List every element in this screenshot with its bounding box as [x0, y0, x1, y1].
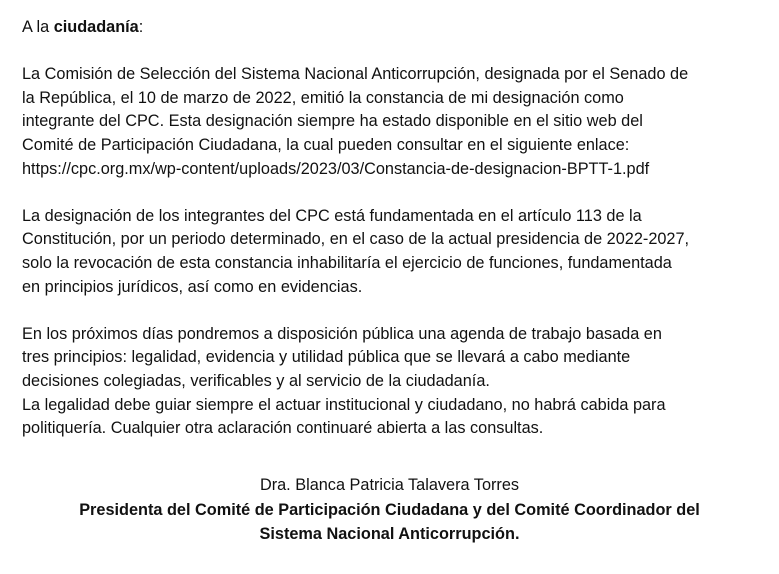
- signatory-name: Dra. Blanca Patricia Talavera Torres: [259, 476, 520, 494]
- paragraph-legal-basis: [22, 205, 770, 299]
- paragraph-line: La Comisión de Selección del Sistema Nacional Anticorrupción, designada por el Senado de: [22, 65, 689, 84]
- letter-body: [22, 16, 770, 441]
- paragraph-line: la República, el 10 de marzo de 2022, emitió la constancia de mi designación como: [22, 88, 624, 107]
- greeting-prefix: A la: [22, 18, 54, 36]
- paragraph-gap: [22, 40, 770, 64]
- paragraph-line: En los próximos días pondremos a disposición pública una agenda de trabajo basada en: [22, 324, 662, 343]
- paragraph-line: integrante del CPC. Esta designación siempre ha estado disponible en el sitio web del: [22, 112, 643, 131]
- paragraph-line: tres principios: legalidad, evidencia y utilidad pública que se llevará a cabo mediante: [22, 348, 631, 367]
- paragraph-line: decisiones colegiadas, verificables y al servicio de la ciudadanía.: [22, 371, 490, 390]
- paragraph-line: en principios jurídicos, así como en evidencias.: [22, 277, 363, 296]
- paragraph-agenda: [22, 323, 770, 441]
- constancia-url: https://cpc.org.mx/wp-content/uploads/2023/03/Constancia-de-designacion-BPTT-1.pdf: [22, 159, 650, 178]
- paragraph-line: politiquería. Cualquier otra aclaración continuaré abierta a las consultas.: [22, 419, 544, 438]
- paragraph-line: Comité de Participación Ciudadana, la cual pueden consultar en el siguiente enlace:: [22, 135, 630, 154]
- signature-block: [0, 473, 779, 547]
- paragraph-gap: [22, 299, 770, 323]
- paragraph-line: La legalidad debe guiar siempre el actuar institucional y ciudadano, no habrá cabida para: [22, 395, 666, 414]
- paragraph-designation: [22, 63, 770, 181]
- paragraph-gap: [22, 181, 770, 205]
- greeting-suffix: :: [138, 18, 144, 36]
- signatory-title-line: Sistema Nacional Anticorrupción.: [259, 525, 520, 543]
- signatory-title-line: Presidenta del Comité de Participación Ciudadana y del Comité Coordinador del: [79, 500, 700, 519]
- greeting: [22, 16, 770, 40]
- paragraph-line: Constitución, por un periodo determinado, en el caso de la actual presidencia de 2022-2027,: [22, 230, 690, 249]
- paragraph-line: La designación de los integrantes del CPC está fundamentada en el artículo 113 de la: [22, 206, 642, 225]
- greeting-recipient: ciudadanía: [53, 18, 139, 36]
- paragraph-line: solo la revocación de esta constancia inhabilitaría el ejercicio de funciones, fundamentada: [22, 253, 672, 272]
